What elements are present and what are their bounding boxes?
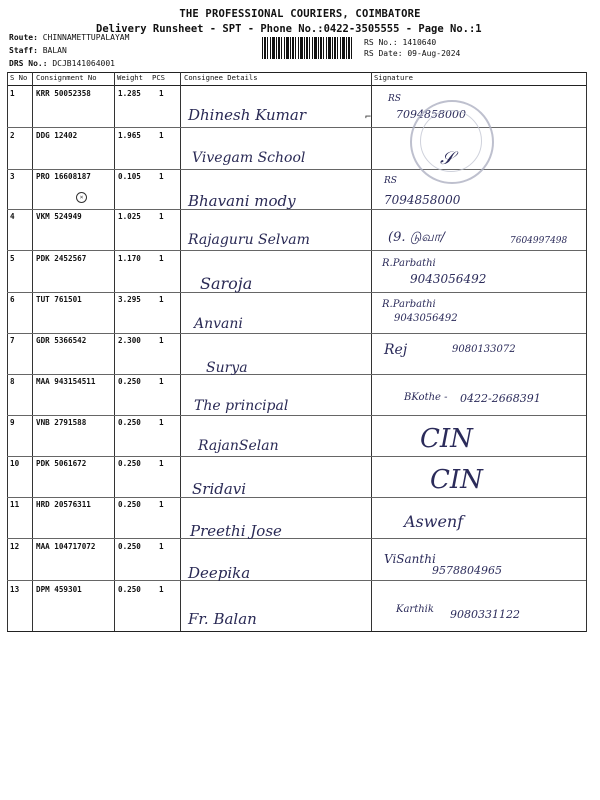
row-consignee: Surya (206, 360, 248, 376)
signature-scribble: Aswenf (404, 512, 464, 531)
row-consignment-no: VKM 524949 (36, 212, 82, 221)
row-weight: 2.300 (118, 336, 141, 345)
barcode (262, 37, 354, 59)
row-consignment-no: DPM 459301 (36, 585, 82, 594)
col-divider (371, 72, 372, 632)
row-consignment-no: TUT 761501 (36, 295, 82, 304)
row-consignment-no: KRR 50052358 (36, 89, 91, 98)
row-weight: 0.250 (118, 459, 141, 468)
row-signature: 9578804965 (432, 564, 502, 577)
row-signature: 0422-2668391 (460, 392, 541, 405)
row-pcs: 1 (159, 418, 164, 427)
row-sno: 2 (10, 131, 15, 140)
row-sno: 4 (10, 212, 15, 221)
tick-mark: ⌐ (365, 112, 372, 123)
row-signature: 7094858000 (384, 193, 461, 207)
table-bottom-border (7, 631, 586, 632)
col-divider (114, 72, 115, 632)
row-weight: 0.250 (118, 418, 141, 427)
drs-line (9, 59, 115, 68)
row-weight: 1.965 (118, 131, 141, 140)
signature-initials: RS (384, 176, 397, 186)
row-weight: 3.295 (118, 295, 141, 304)
staff-line (9, 46, 67, 55)
row-sno: 12 (10, 542, 20, 551)
row-pcs: 1 (159, 172, 164, 181)
row-pcs: 1 (159, 542, 164, 551)
row-weight: 0.250 (118, 585, 141, 594)
col-header-pcs: PCS (152, 73, 165, 82)
row-divider (7, 292, 586, 293)
row-signature: CIN (430, 465, 483, 495)
row-consignee: Fr. Balan (188, 610, 257, 628)
signature-scribble: (9. டுவா/ (388, 230, 445, 245)
row-consignment-no: DDG 12402 (36, 131, 78, 140)
row-divider (7, 209, 586, 210)
signature-name: BKothe - (404, 392, 448, 403)
row-consignee: Saroja (200, 274, 253, 293)
drs-label: DRS No.: (9, 59, 48, 68)
row-weight: 1.170 (118, 254, 141, 263)
row-weight: 0.105 (118, 172, 141, 181)
row-pcs: 1 (159, 500, 164, 509)
route-line (9, 33, 129, 42)
row-pcs: 1 (159, 295, 164, 304)
route-value: CHINNAMETTUPALAYAM (42, 33, 130, 42)
col-header-consignment: Consignment No (36, 73, 97, 82)
row-pcs: 1 (159, 254, 164, 263)
row-divider (7, 169, 586, 170)
runsheet-title: Delivery Runsheet - SPT - Phone No.:0422-3505555 - Page No.:1 (96, 23, 482, 35)
row-weight: 1.285 (118, 89, 141, 98)
route-label: Route: (9, 33, 38, 42)
col-header-weight: Weight (117, 73, 143, 82)
row-pcs: 1 (159, 459, 164, 468)
row-signature: 9080331122 (450, 608, 520, 621)
row-consignee: Anvani (194, 316, 243, 332)
signature-scribble: ViSanthi (384, 552, 436, 566)
row-weight: 0.250 (118, 542, 141, 551)
row-sno: 3 (10, 172, 15, 181)
row-consignee: Vivegam School (192, 150, 306, 166)
row-pcs: 1 (159, 377, 164, 386)
row-pcs: 1 (159, 585, 164, 594)
signature-initials: RS (388, 94, 401, 104)
row-pcs: 1 (159, 131, 164, 140)
row-pcs: 1 (159, 336, 164, 345)
rs-number: RS No.: 1410640 (364, 38, 437, 47)
row-consignment-no: PRO 16608187 (36, 172, 91, 181)
row-pcs: 1 (159, 212, 164, 221)
staff-value: BALAN (42, 46, 67, 55)
row-sno: 10 (10, 459, 20, 468)
row-divider (7, 497, 586, 498)
signature-scribble: 𝒮 (440, 148, 454, 169)
row-weight: 0.250 (118, 377, 141, 386)
table-border-left (7, 72, 8, 632)
row-consignment-no: PDK 5061672 (36, 459, 87, 468)
col-divider (32, 72, 33, 632)
col-divider (180, 72, 181, 632)
row-sno: 5 (10, 254, 15, 263)
signature-scribble: Rej (384, 342, 408, 358)
row-weight: 0.250 (118, 500, 141, 509)
col-header-consignee: Consignee Details (184, 73, 258, 82)
row-divider (7, 456, 586, 457)
row-consignment-no: HRD 20576311 (36, 500, 91, 509)
office-stamp (410, 100, 494, 184)
col-header-signature: Signature (374, 73, 413, 82)
row-consignee: Deepika (188, 564, 251, 582)
row-sno: 11 (10, 500, 20, 509)
row-signature: 9080133072 (452, 344, 516, 355)
col-header-sno: S No (10, 73, 28, 82)
row-sno: 8 (10, 377, 15, 386)
signature-name: R.Parbathi (382, 299, 436, 310)
signature-name: R.Parbathi (382, 258, 436, 269)
row-sno: 1 (10, 89, 15, 98)
row-consignee: Bhavani mody (188, 192, 296, 210)
row-consignee: Sridavi (192, 480, 247, 498)
row-divider (7, 250, 586, 251)
staff-label: Staff: (9, 46, 38, 55)
signature-name: Karthik (396, 604, 434, 615)
row-sno: 13 (10, 585, 20, 594)
company-title: THE PROFESSIONAL COURIERS, COIMBATORE (179, 8, 421, 20)
row-consignee: RajanSelan (198, 438, 279, 454)
row-signature: 9043056492 (394, 313, 458, 324)
row-divider (7, 415, 586, 416)
row-divider (7, 374, 586, 375)
row-signature: 7094858000 (396, 108, 466, 121)
row-consignee: Dhinesh Kumar (188, 106, 307, 124)
row-weight: 1.025 (118, 212, 141, 221)
row-consignee: Preethi Jose (190, 522, 282, 540)
row-sno: 6 (10, 295, 15, 304)
row-pcs: 1 (159, 89, 164, 98)
row-signature: 9043056492 (410, 272, 487, 286)
row-signature: 7604997498 (510, 236, 568, 246)
row-sno: 9 (10, 418, 15, 427)
table-border-right (586, 72, 587, 632)
row-divider (7, 333, 586, 334)
row-consignment-no: GDR 5366542 (36, 336, 87, 345)
row-signature: CIN (420, 424, 473, 454)
rs-date: RS Date: 09-Aug-2024 (364, 49, 461, 58)
drs-value: DCJB141064001 (52, 59, 115, 68)
row-consignee: Rajaguru Selvam (188, 232, 310, 248)
row-divider (7, 127, 586, 128)
circle-mark: × (76, 192, 87, 203)
row-divider (7, 580, 586, 581)
row-consignment-no: MAA 104717072 (36, 542, 96, 551)
row-consignment-no: PDK 2452567 (36, 254, 87, 263)
row-consignment-no: MAA 943154511 (36, 377, 96, 386)
row-consignee: The principal (194, 398, 289, 414)
row-consignment-no: VNB 2791588 (36, 418, 87, 427)
row-sno: 7 (10, 336, 15, 345)
row-divider (7, 538, 586, 539)
